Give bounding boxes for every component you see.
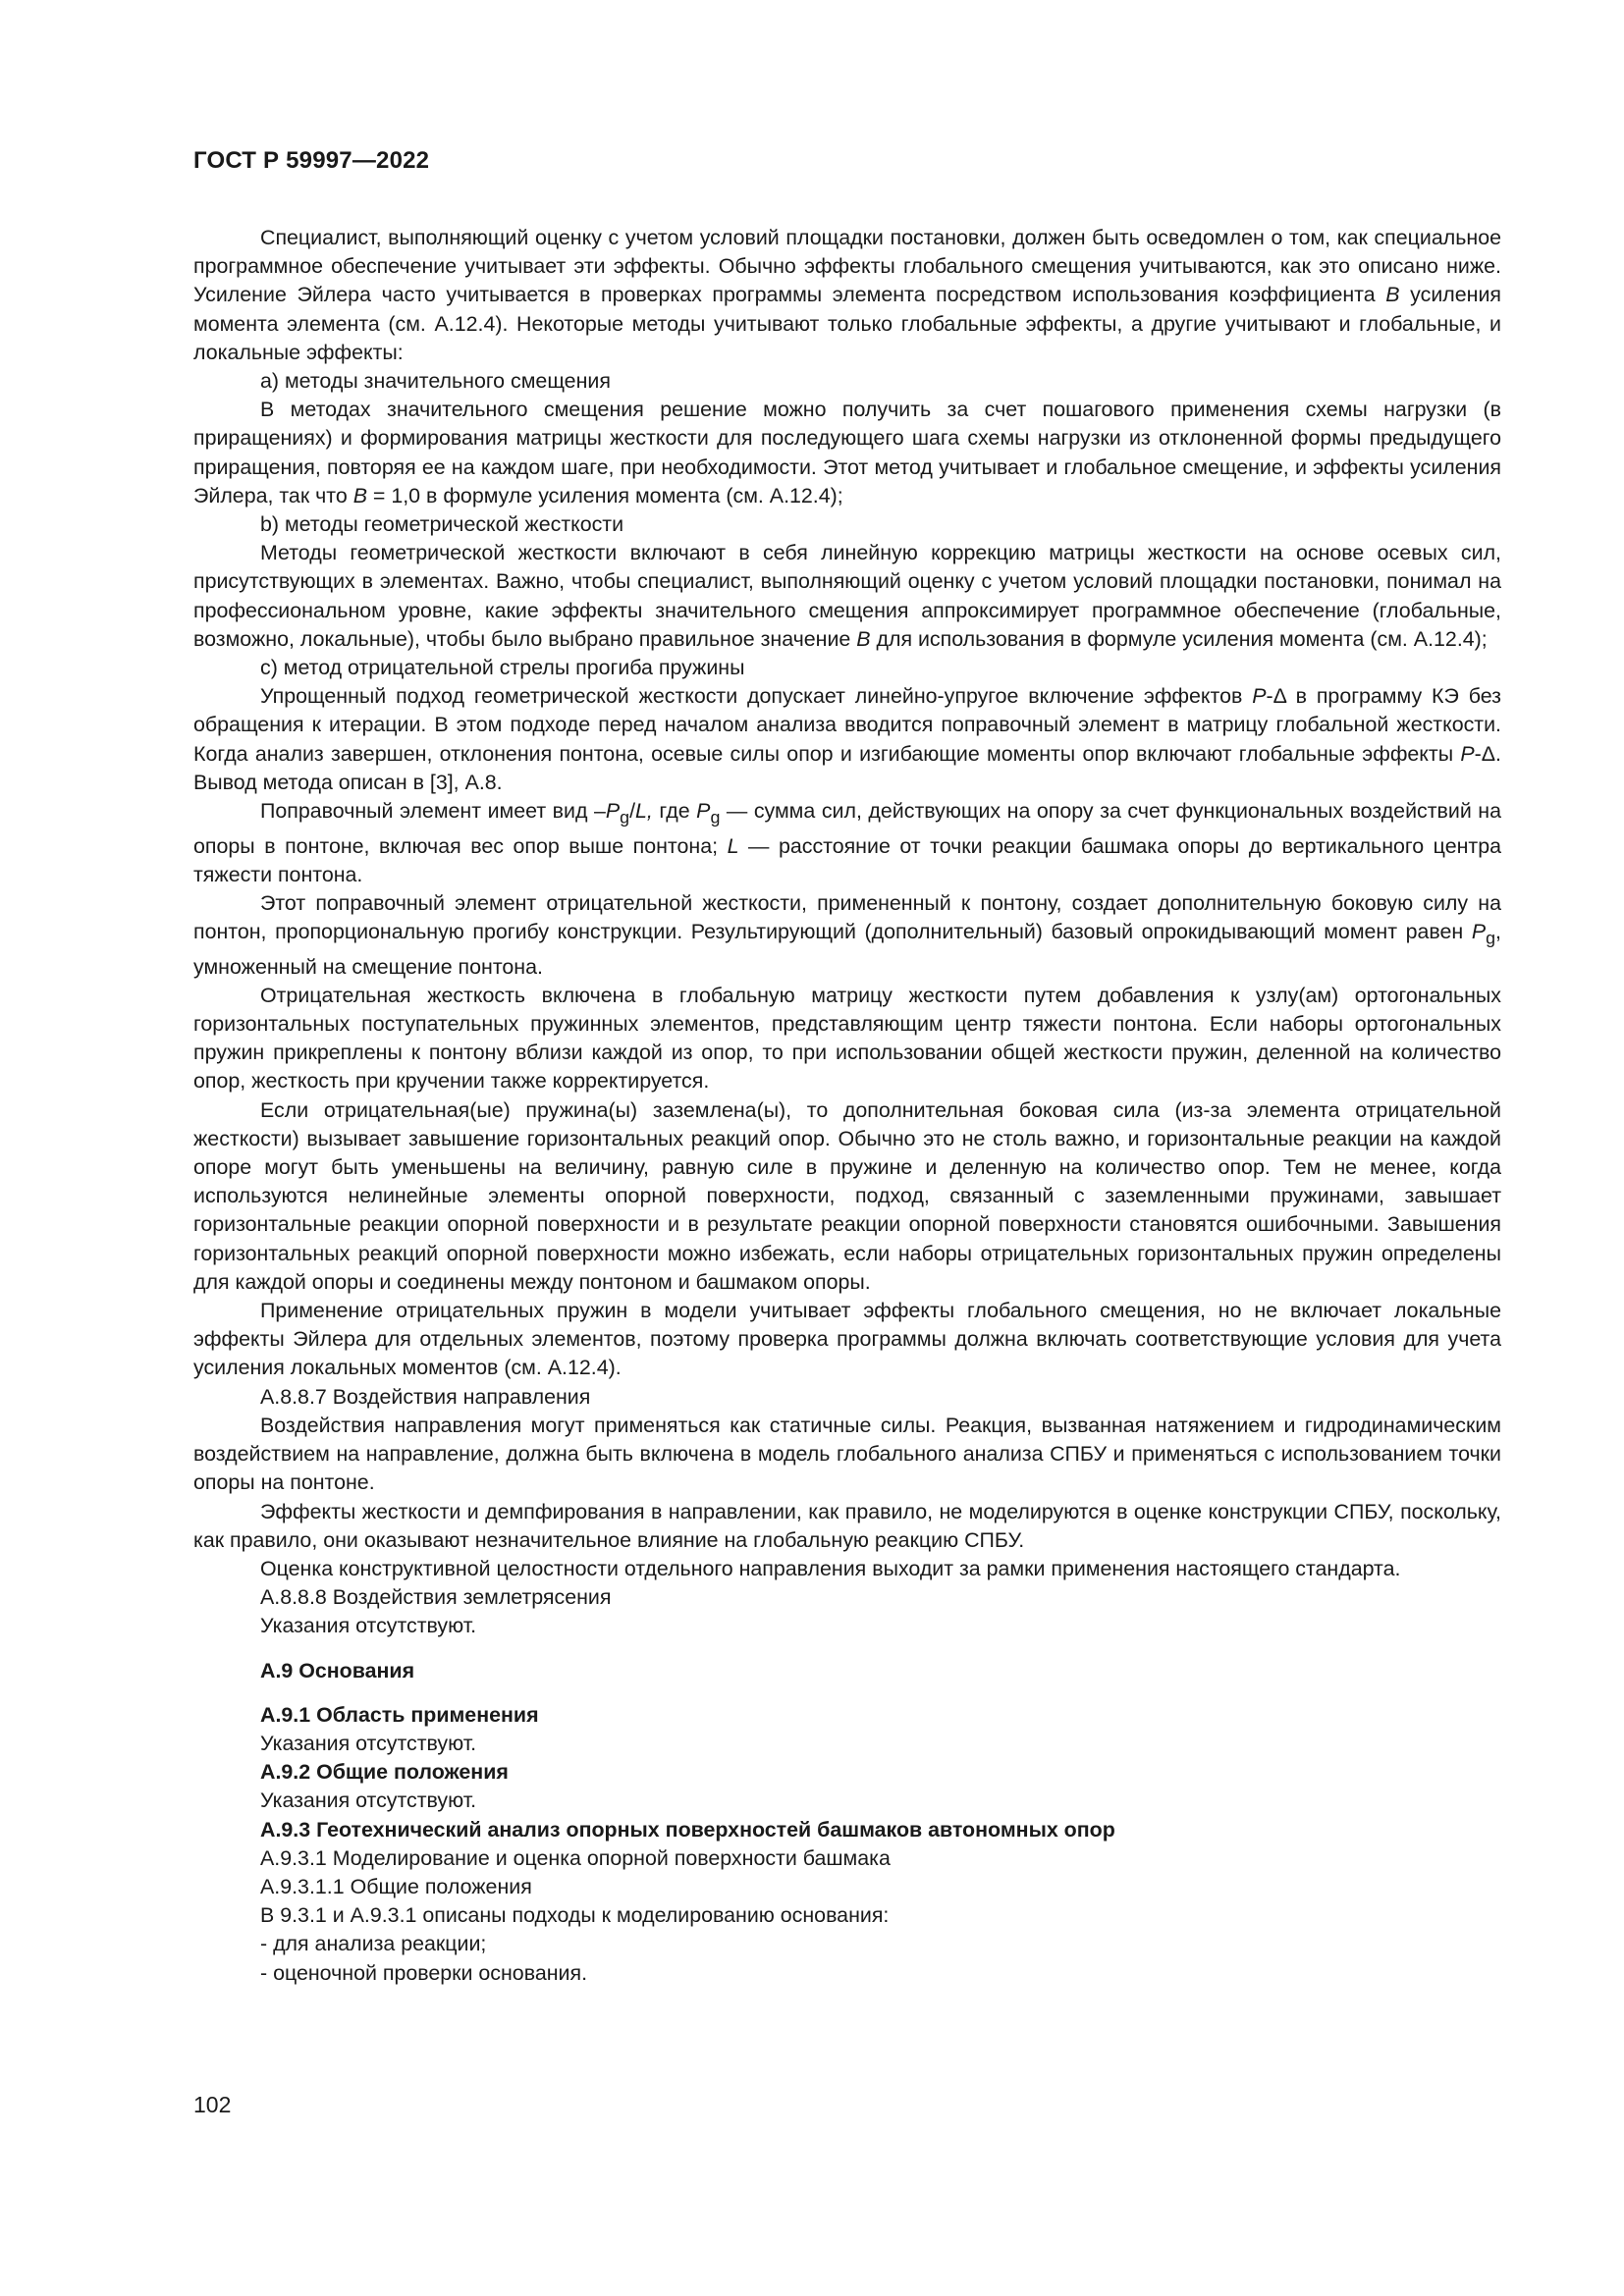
list-item: - для анализа реакции; <box>260 1932 487 1956</box>
section-heading-a887: А.8.8.7 Воздействия направления <box>260 1384 591 1409</box>
no-guidance-text: Указания отсутствуют. <box>260 1731 477 1755</box>
section-heading-a9311: А.9.3.1.1 Общие положения <box>260 1874 532 1898</box>
paragraph: Методы геометрической жесткости включают в себя линейную коррекцию матрицы жесткости на основе осевых сил, присутствующих в элементах. Важно, чтобы специалист, выполняющий оценку с учетом условий площадки постановки, понимал на профессиональном уровне, какие эффекты значительного смещения аппроксимирует программное обеспечение (глобальные, возможно, локальные), чтобы было выбрано правильное значение B для использования в формуле усиления момента (см. А.12.4); <box>193 541 1501 651</box>
section-heading-a9: А.9 Основания <box>260 1658 415 1682</box>
section-heading-a888: А.8.8.8 Воздействия землетрясения <box>260 1585 612 1610</box>
paragraph: Применение отрицательных пружин в модели учитывает эффекты глобального смещения, но не включает локальные эффекты Эйлера для отдельных элементов, поэтому проверка программы должна включать соответствующие условия для учета усиления локальных моментов (см. А.12.4). <box>193 1299 1501 1380</box>
paragraph: Поправочный элемент имеет вид $-P_g/L$, где $P_g$ — сумма сил, действующих на опору за счет функциональных воздействий на опоры в понтоне, включая вес опор выше понтона; L — расстояние от точки реакции башмака опоры до вертикального центра тяжести понтона. <box>193 799 1502 886</box>
page-number: 102 <box>193 2092 232 2117</box>
list-item-a: а) методы значительного смещения <box>260 369 611 394</box>
list-intro: В 9.3.1 и А.9.3.1 описаны подходы к моделированию основания: <box>260 1903 890 1928</box>
list-item-c: с) метод отрицательной стрелы прогиба пружины <box>260 656 745 680</box>
paragraph: Оценка конструктивной целостности отдельного направления выходит за рамки применения настоящего стандарта. <box>260 1556 1401 1580</box>
section-heading-a931: А.9.3.1 Моделирование и оценка опорной поверхности башмака <box>260 1845 891 1870</box>
list-item-b: b) методы геометрической жесткости <box>260 512 624 537</box>
list-item: - оценочной проверки основания. <box>260 1960 588 1985</box>
no-guidance-text: Указания отсутствуют. <box>260 1614 477 1638</box>
paragraph: Если отрицательная(ые) пружина(ы) заземлена(ы), то дополнительная боковая сила (из-за элемента отрицательной жесткости) вызывает завышение горизонтальных реакций опор. Обычно это не столь важно, и горизонтальные реакции на каждой опоре могут быть уменьшены на величину, равную силе в пружине и деленную на количество опор. Тем не менее, когда используются нелинейные элементы опорной поверхности, подход, связанный с заземленными пружинами, завышает горизонтальные реакции опорной поверхности и в результате реакции опорной поверхности становятся ошибочными. Завышения горизонтальных реакций опорной поверхности можно избежать, если наборы отрицательных горизонтальных пружин определены для каждой опоры и соединены между понтоном и башмаком опоры. <box>193 1097 1501 1294</box>
paragraph: Упрощенный подход геометрической жесткости допускает линейно-упругое включение эффектов P-Δ в программу КЭ без обращения к итерации. В этом подходе перед началом анализа вводится поправочный элемент в матрицу глобальной жесткости. Когда анализ завершен, отклонения понтона, осевые силы опор и изгибающие моменты опор включают глобальные эффекты P-Δ. Вывод метода описан в [3], А.8. <box>193 684 1501 794</box>
section-heading-a92: А.9.2 Общие положения <box>260 1760 509 1785</box>
paragraph: Отрицательная жесткость включена в глобальную матрицу жесткости путем добавления к узлу(ам) ортогональных горизонтальных поступательных пружинных элементов, представляющим центр тяжести понтона. Если наборы ортогональных пружин прикреплены к понтону вблизи каждой из опор, то при использовании общей жесткости пружин, деленной на количество опор, жесткость при кручении также корректируется. <box>193 983 1501 1094</box>
section-heading-a91: А.9.1 Область применения <box>260 1702 539 1727</box>
no-guidance-text: Указания отсутствуют. <box>260 1789 477 1813</box>
section-heading-a93: А.9.3 Геотехнический анализ опорных поверхностей башмаков автономных опор <box>260 1817 1115 1842</box>
document-body <box>193 224 1501 1988</box>
standard-header: ГОСТ Р 59997—2022 <box>193 147 430 174</box>
paragraph: Воздействия направления могут применяться как статичные силы. Реакция, вызванная натяжением и гидродинамическим воздействием на направление, должна быть включена в модель глобального анализа СПБУ и применяться с использованием точки опоры на понтоне. <box>193 1413 1501 1495</box>
paragraph: Специалист, выполняющий оценку с учетом условий площадки постановки, должен быть осведомлен о том, как специальное программное обеспечение учитывает эти эффекты. Обычно эффекты глобального смещения учитываются, как это описано ниже. Усиление Эйлера часто учитывается в проверках программы элемента посредством использования коэффициента B усиления момента элемента (см. А.12.4). Некоторые методы учитывают только глобальные эффекты, а другие учитывают и глобальные, и локальные эффекты: <box>193 226 1501 364</box>
paragraph: В методах значительного смещения решение можно получить за счет пошагового применения схемы нагрузки (в приращениях) и формирования матрицы жесткости для последующего шага схемы нагрузки из отклоненной формы предыдущего приращения, повторяя ее на каждом шаге, при необходимости. Этот метод учитывает и глобальное смещение, и эффекты усиления Эйлера, так что B = 1,0 в формуле усиления момента (см. А.12.4); <box>193 398 1501 507</box>
paragraph: Эффекты жесткости и демпфирования в направлении, как правило, не моделируются в оценке конструкции СПБУ, поскольку, как правило, они оказывают незначительное влияние на глобальную реакцию СПБУ. <box>193 1499 1501 1552</box>
paragraph: Этот поправочный элемент отрицательной жесткости, примененный к понтону, создает дополнительную боковую силу на понтон, пропорциональную прогибу конструкции. Результирующий (дополнительный) базовый опрокидывающий момент равен $P_g$, умноженный на смещение понтона. <box>193 890 1501 979</box>
